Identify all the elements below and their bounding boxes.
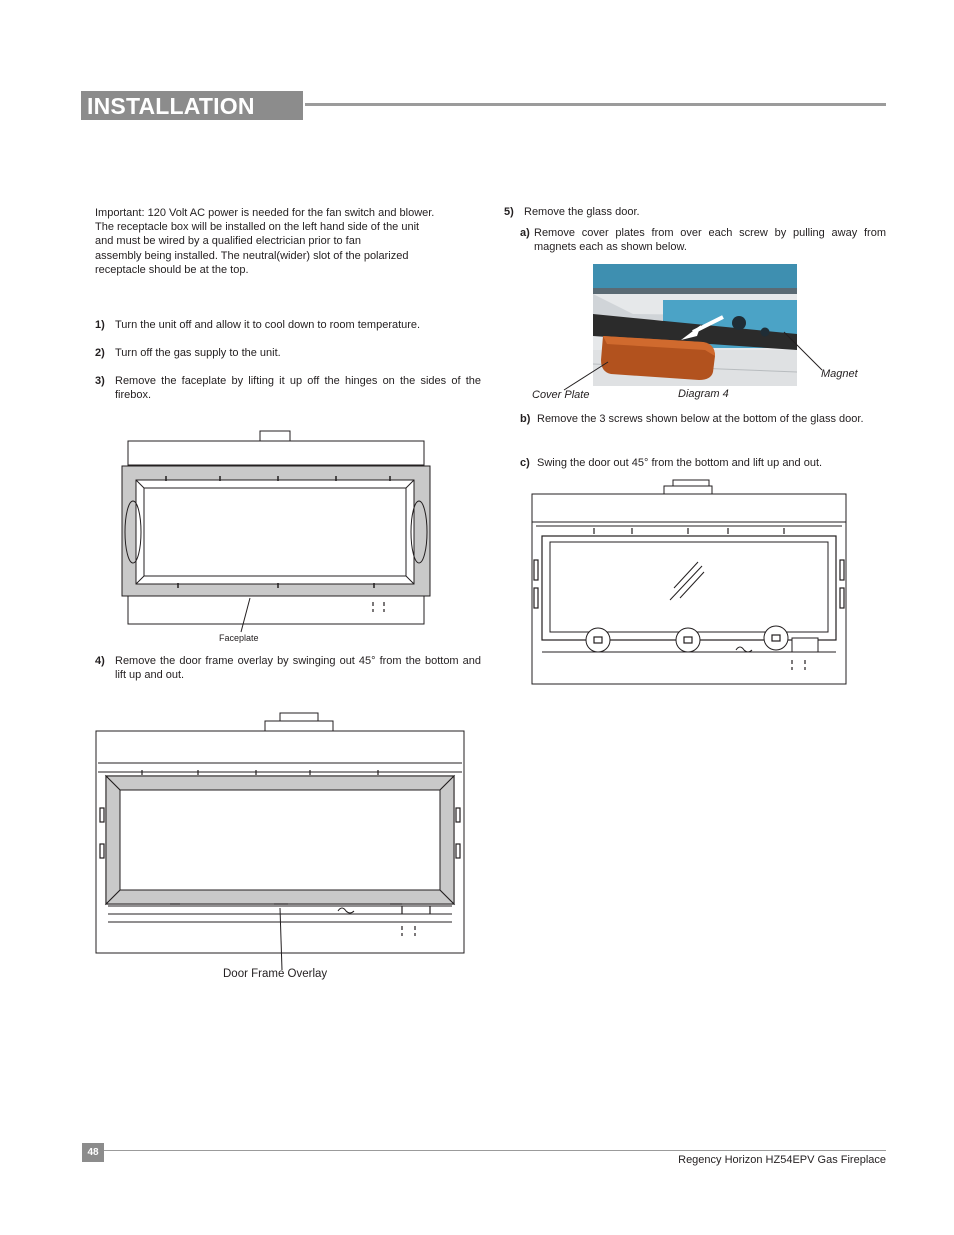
header-rule (305, 103, 886, 106)
door-frame-overlay-label: Door Frame Overlay (223, 968, 328, 980)
step-1 (95, 318, 485, 332)
glass-door-diagram (528, 476, 850, 688)
step-text: Turn off the gas supply to the unit. (115, 347, 281, 359)
step-text: Remove the door frame overlay by swinging out 45° from the bottom and lift up and out. (115, 655, 481, 681)
step-number: 3) (95, 375, 105, 387)
step-5a (520, 226, 886, 254)
step-letter: b) (520, 413, 531, 425)
page-number: 48 (82, 1143, 104, 1162)
important-line: assembly being installed. The neutral(wider) slot of the polarized (95, 249, 409, 262)
step-number: 2) (95, 347, 105, 359)
cover-plate-label: Cover Plate (532, 389, 590, 401)
step-number: 5) (504, 206, 514, 218)
important-line: The receptacle box will be installed on the left hand side of the unit (95, 221, 420, 234)
step-text: Remove the glass door. (524, 206, 640, 218)
step-text: Remove the faceplate by lifting it up off the hinges on the sides of the firebox. (115, 375, 481, 401)
magnet-label: Magnet (821, 368, 858, 380)
section-title: INSTALLATION (87, 93, 255, 119)
step-text: Turn the unit off and allow it to cool down to room temperature. (115, 319, 421, 331)
step-5b (520, 412, 886, 428)
important-line: and must be wired by a qualified electrician prior to fan (95, 235, 361, 248)
diagram-4-label: Diagram 4 (678, 388, 729, 400)
important-line: receptacle should be at the top. (95, 263, 249, 276)
step-text: Remove the 3 screws shown below at the bottom of the glass door. (537, 413, 864, 425)
faceplate-label: Faceplate (219, 633, 259, 643)
footer-rule (104, 1150, 886, 1151)
step-5 (504, 205, 884, 219)
important-note (95, 206, 475, 277)
important-line: Important: 120 Volt AC power is needed for the fan switch and blower. (95, 207, 435, 219)
faceplate-diagram (118, 428, 434, 648)
step-number: 4) (95, 655, 105, 667)
step-letter: a) (520, 227, 530, 239)
step-text: Remove cover plates from over each screw by pulling away from magnets each as shown below. (534, 227, 886, 253)
step-number: 1) (95, 319, 105, 331)
step-letter: c) (520, 457, 530, 469)
step-text: Swing the door out 45° from the bottom and lift up and out. (537, 457, 823, 469)
step-3 (95, 374, 481, 402)
photo-callout-lines (556, 300, 836, 400)
step-5c (520, 456, 886, 470)
step-2 (95, 346, 485, 360)
door-frame-overlay-diagram (90, 708, 470, 970)
footer-product-name: Regency Horizon HZ54EPV Gas Fireplace (678, 1154, 886, 1166)
step-4 (95, 654, 481, 682)
